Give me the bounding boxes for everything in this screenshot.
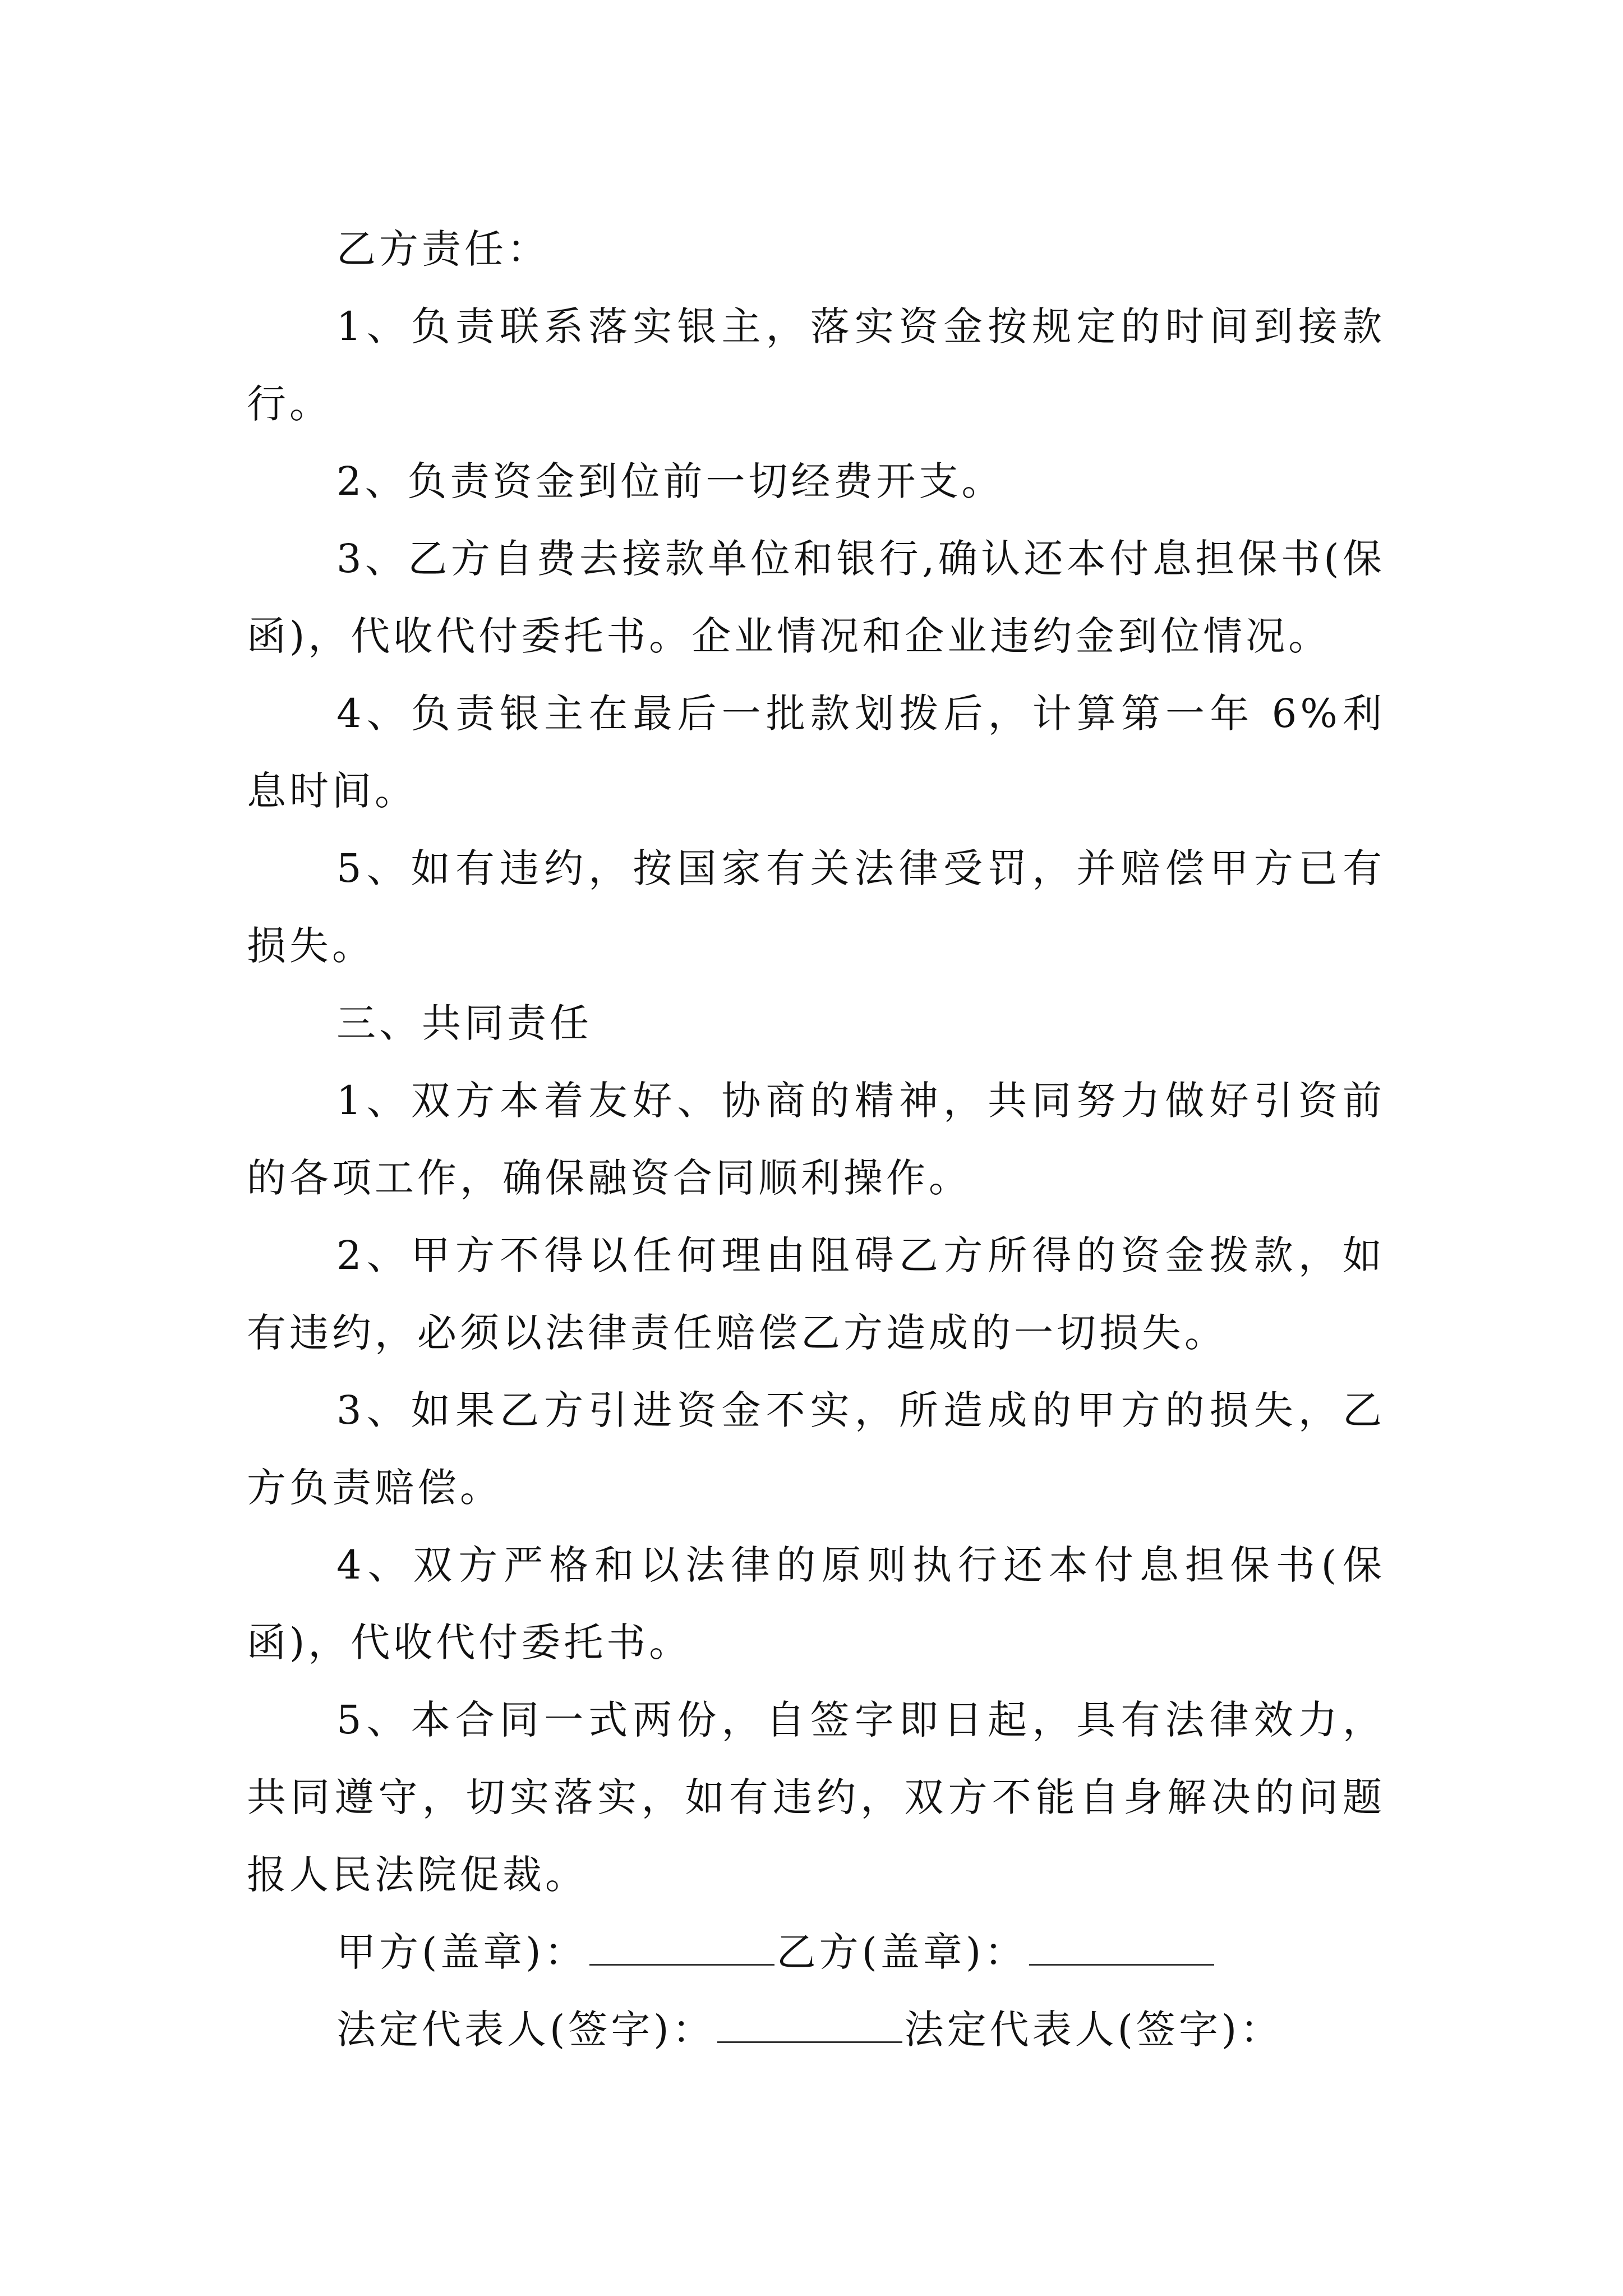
- representative-signature-line: [336, 1991, 1385, 2068]
- party-a-seal-blank: [589, 1930, 774, 1966]
- section-heading-party-b: 乙方责任：: [336, 226, 550, 272]
- joint-clause-2: 2、甲方不得以任何理由阻碍乙方所得的资金拨款，如有违约，必须以法律责任赔偿乙方造成的一切损失。: [247, 1232, 1385, 1356]
- party-b-clause-4: 4、负责银主在最后一批款划拨后，计算第一年 6%利息时间。: [247, 691, 1385, 814]
- section-heading-joint: 三、共同责任: [336, 1000, 592, 1046]
- party-b-rep-label: 法定代表人(签字)：: [904, 2007, 1283, 2053]
- document-body: [247, 210, 1385, 2068]
- joint-clause-5: 5、本合同一式两份，自签字即日起，具有法律效力，共同遵守，切实落实，如有违约，双方不能自身解决的问题报人民法院促裁。: [247, 1697, 1385, 1898]
- party-a-rep-blank: [717, 2008, 902, 2043]
- seal-signature-line: [336, 1913, 1385, 1991]
- joint-clause-3: 3、如果乙方引进资金不实，所造成的甲方的损失，乙方负责赔偿。: [247, 1387, 1385, 1511]
- party-b-clause-3: 3、乙方自费去接款单位和银行,确认还本付息担保书(保函)，代收代付委托书。企业情况和企业违约金到位情况。: [247, 536, 1385, 659]
- party-b-seal-label: 乙方(盖章)：: [776, 1929, 1027, 1975]
- joint-clause-4: 4、双方严格和以法律的原则执行还本付息担保书(保函)，代收代付委托书。: [247, 1542, 1385, 1665]
- joint-clause-1: 1、双方本着友好、协商的精神，共同努力做好引资前的各项工作，确保融资合同顺利操作。: [247, 1078, 1385, 1201]
- party-a-seal-label: 甲方(盖章)：: [336, 1929, 587, 1975]
- party-b-seal-blank: [1029, 1930, 1214, 1966]
- party-b-clause-1: 1、负责联系落实银主，落实资金按规定的时间到接款行。: [247, 303, 1385, 427]
- party-b-clause-2: 2、负责资金到位前一切经费开支。: [336, 458, 1004, 504]
- party-b-clause-5: 5、如有违约，按国家有关法律受罚，并赔偿甲方已有损失。: [247, 845, 1385, 969]
- party-a-rep-label: 法定代表人(签字)：: [336, 2007, 715, 2053]
